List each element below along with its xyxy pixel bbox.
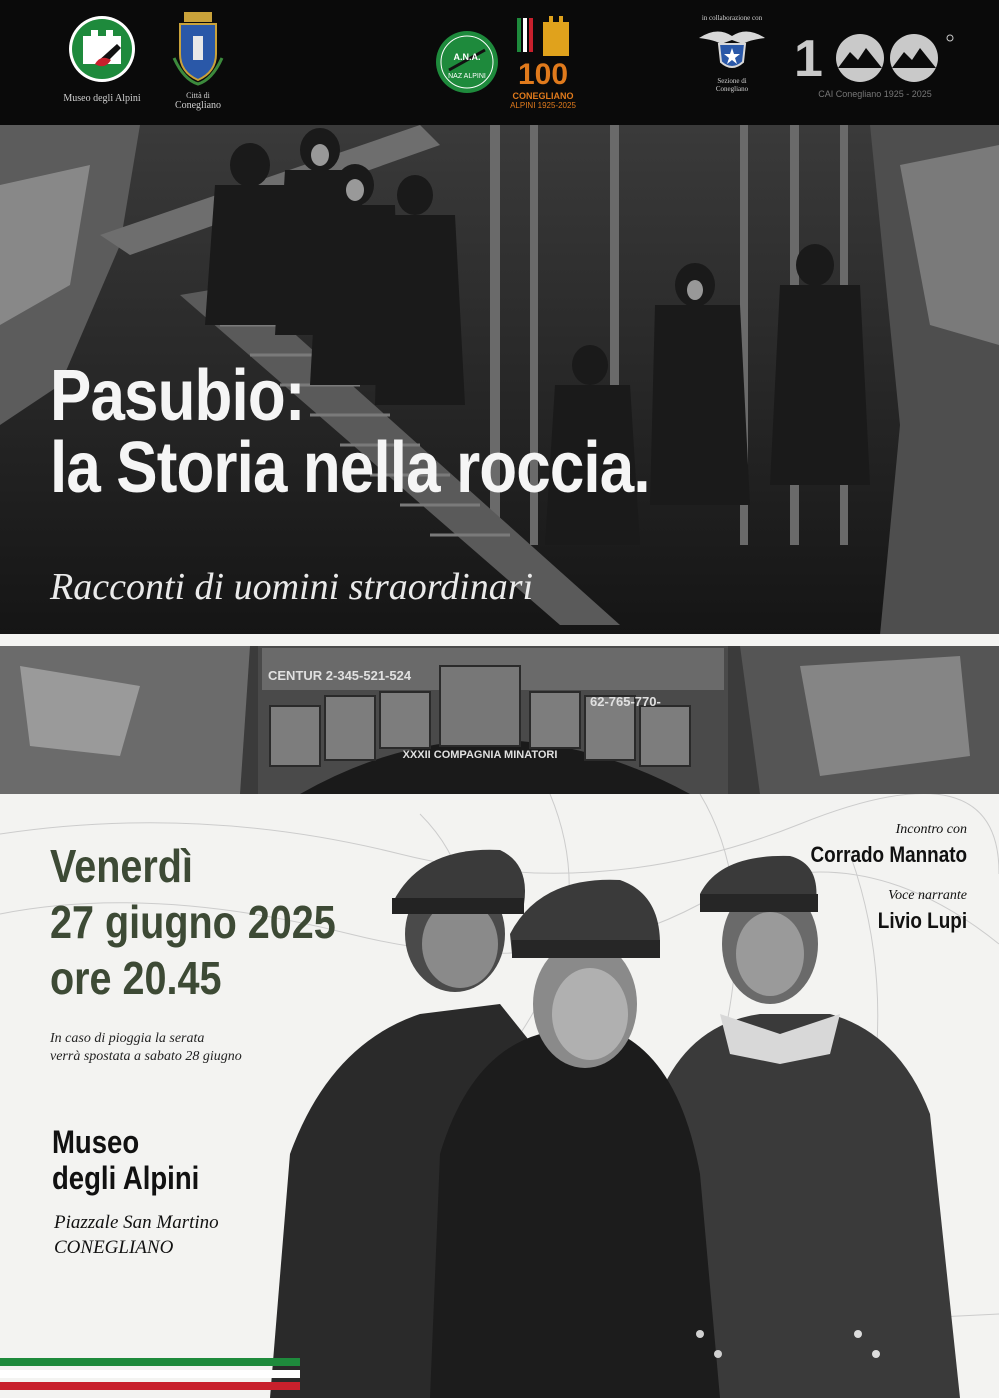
tunnel-inscription-left: CENTUR 2-345-521-524 (268, 668, 412, 683)
venue-line2: degli Alpini (52, 1160, 200, 1196)
flag-stripe-white (0, 1370, 300, 1378)
svg-text:1: 1 (794, 30, 823, 84)
event-time: ore 20.45 (50, 952, 222, 1004)
venue-street: Piazzale San Martino (54, 1212, 219, 1233)
cai-sezione-line2: Conegliano (715, 85, 749, 93)
rain-line1: In caso di pioggia la serata (50, 1031, 205, 1046)
tunnel-illustration (0, 646, 999, 794)
centenario-number: 100 (517, 58, 569, 88)
speakers-block (785, 822, 967, 934)
divider (0, 634, 999, 646)
incontro-label: Incontro con (895, 822, 967, 837)
cai-collab-label: in collaborazione con (701, 14, 763, 22)
museo-alpini-icon (67, 14, 137, 84)
rain-notice (50, 1030, 242, 1066)
citta-line1: Città di (186, 91, 210, 100)
historic-photo-stairs (0, 125, 999, 635)
tunnel-inscription-right: 62-765-770- (590, 694, 661, 709)
event-day: Venerdì (50, 840, 193, 892)
cai-sezione-line1: Sezione di (717, 77, 747, 85)
rain-line2: verrà spostata a sabato 28 giugno (50, 1049, 242, 1064)
voce-label: Voce narrante (888, 888, 967, 903)
title-line2: la Storia nella roccia. (50, 428, 650, 508)
svg-text:NAZ ALPINI: NAZ ALPINI (448, 73, 486, 80)
conegliano-crest-icon (170, 10, 226, 88)
event-subtitle: Racconti di uomini straordinari (50, 566, 534, 608)
svg-text:A.N.A.: A.N.A. (453, 52, 481, 62)
museo-logo-label: Museo degli Alpini (63, 93, 141, 104)
centenario-line2: ALPINI 1925-2025 (510, 101, 576, 110)
flag-stripe-red (0, 1382, 300, 1390)
event-title (50, 356, 650, 508)
conegliano-crest-logo (168, 10, 228, 111)
incontro-name: Corrado Mannato (810, 842, 967, 867)
event-date-block (50, 838, 336, 1006)
ana-icon (435, 30, 499, 94)
flag-stripe-green (0, 1358, 300, 1366)
venue-city: CONEGLIANO (54, 1237, 174, 1258)
venue-line1: Museo (52, 1124, 140, 1160)
centenario-line1: CONEGLIANO (512, 91, 574, 101)
event-date: 27 giugno 2025 (50, 896, 336, 948)
tunnel-entrance-photo (0, 646, 999, 794)
logo-bar (0, 0, 999, 125)
ana-logo (434, 30, 500, 97)
tunnel-inscription-center: XXXII COMPAGNIA MINATORI (402, 749, 558, 761)
centenario-logo (502, 14, 584, 110)
venue-address (54, 1210, 219, 1260)
venue-name (52, 1124, 199, 1196)
museo-alpini-logo (62, 14, 142, 104)
voce-name: Livio Lupi (877, 908, 967, 933)
cai-100-label: CAI Conegliano 1925 - 2025 (818, 89, 932, 99)
title-line1: Pasubio: (50, 356, 305, 436)
cai-sezione-logo (690, 14, 774, 93)
cai-100-icon (790, 28, 960, 84)
citta-line2: Conegliano (174, 100, 222, 111)
alpini-centenary-icon (503, 14, 583, 88)
cai-100-logo (790, 28, 960, 99)
cai-eagle-icon (697, 22, 767, 74)
